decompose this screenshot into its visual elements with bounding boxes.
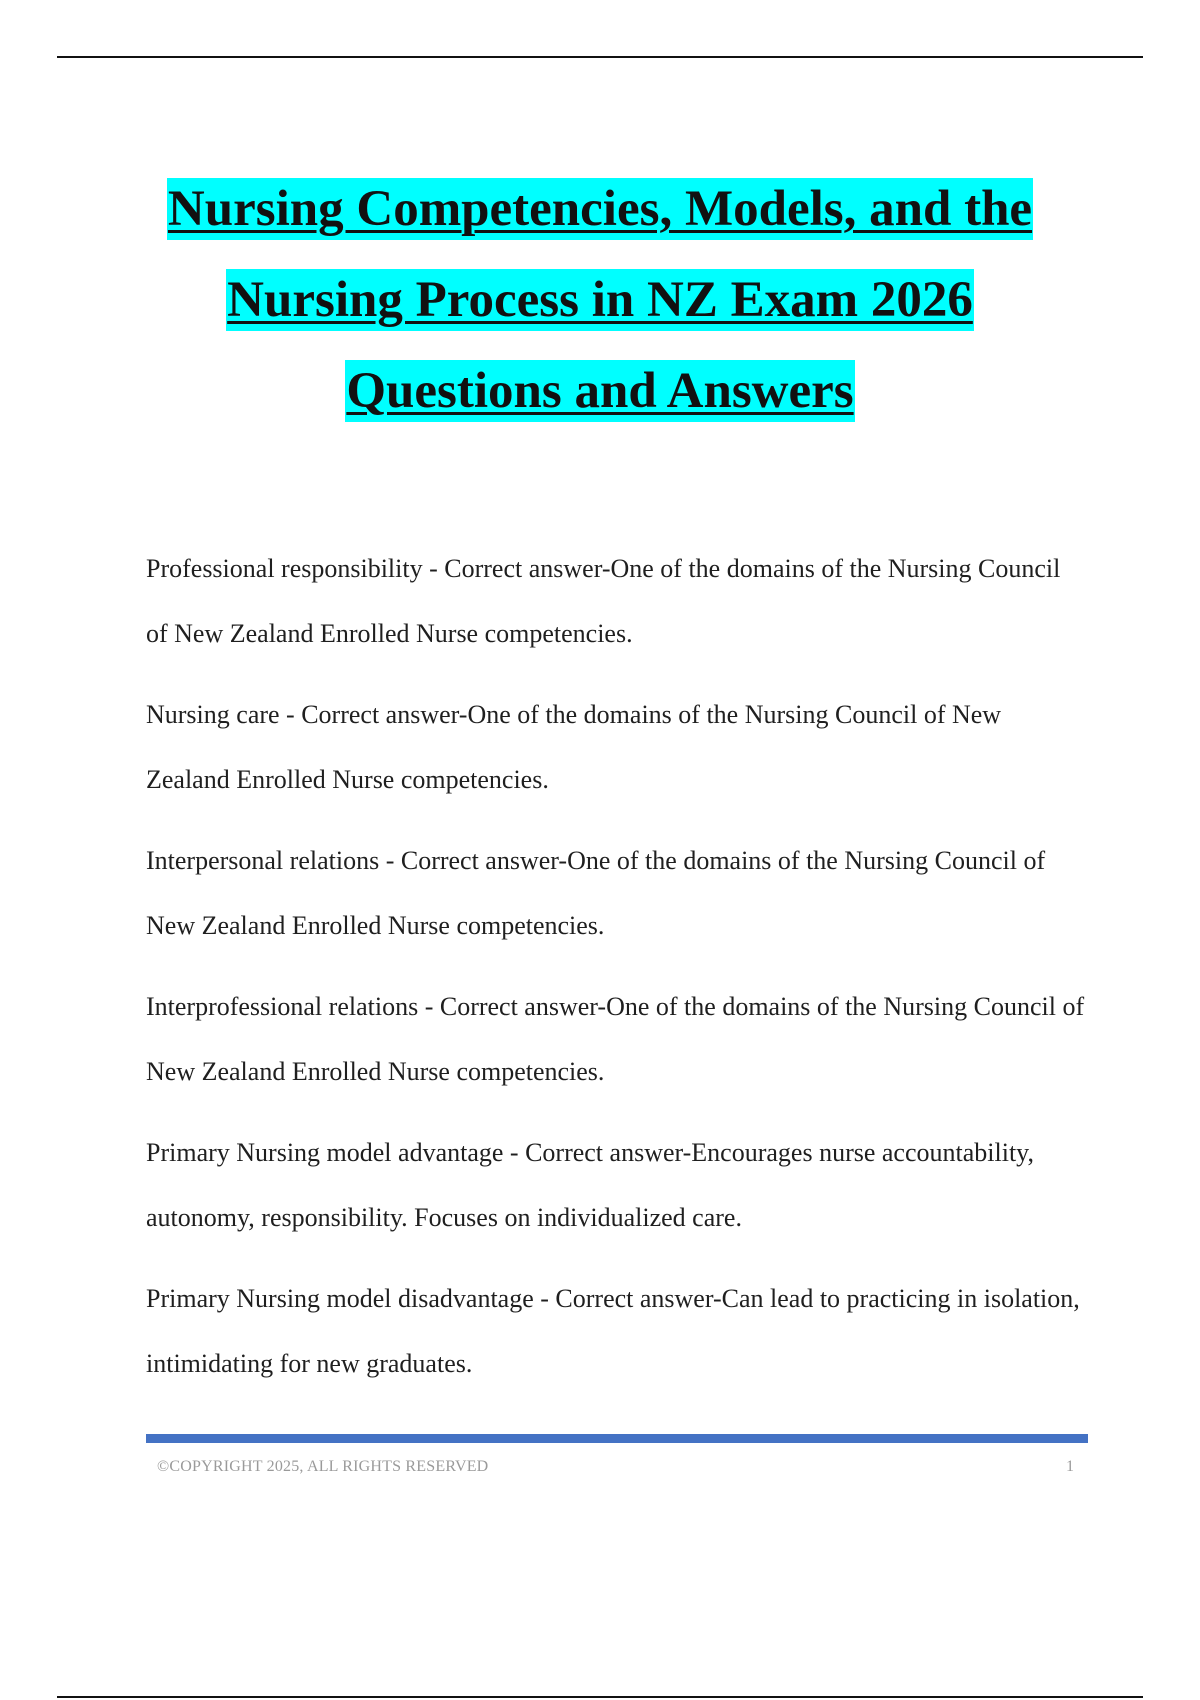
title-line-3: Questions and Answers — [345, 360, 854, 422]
title-line — [0, 360, 1200, 451]
bottom-rule — [57, 1696, 1143, 1698]
qa-item: Nursing care - Correct answer-One of the domains of the Nursing Council of New Zealand Enrolled Nurse competencies. — [146, 700, 1002, 794]
footer-bar — [146, 1434, 1088, 1443]
qa-list — [146, 536, 1086, 1412]
title-line-1: Nursing Competencies, Models, and the — [167, 178, 1033, 240]
title-line — [0, 269, 1200, 360]
qa-item: Interpersonal relations - Correct answer-One of the domains of the Nursing Council of New Zealand Enrolled Nurse competencies. — [146, 846, 1046, 940]
qa-item: Interprofessional relations - Correct answer-One of the domains of the Nursing Council of New Zealand Enrolled Nurse competencies. — [146, 992, 1085, 1086]
qa-item: Professional responsibility - Correct answer-One of the domains of the Nursing Council of New Zealand Enrolled Nurse competencies. — [146, 554, 1061, 648]
qa-item: Primary Nursing model disadvantage - Correct answer-Can lead to practicing in isolation, intimidating for new graduates. — [146, 1284, 1080, 1378]
page-number: 1 — [1066, 1458, 1074, 1475]
title-line — [0, 178, 1200, 269]
document-title — [0, 178, 1200, 451]
top-rule — [57, 56, 1143, 58]
title-line-2: Nursing Process in NZ Exam 2026 — [226, 269, 974, 331]
footer-copyright: ©COPYRIGHT 2025, ALL RIGHTS RESERVED — [157, 1458, 489, 1475]
qa-item: Primary Nursing model advantage - Correct answer-Encourages nurse accountability, autonomy, responsibility. Focuses on individualized care. — [146, 1138, 1034, 1232]
